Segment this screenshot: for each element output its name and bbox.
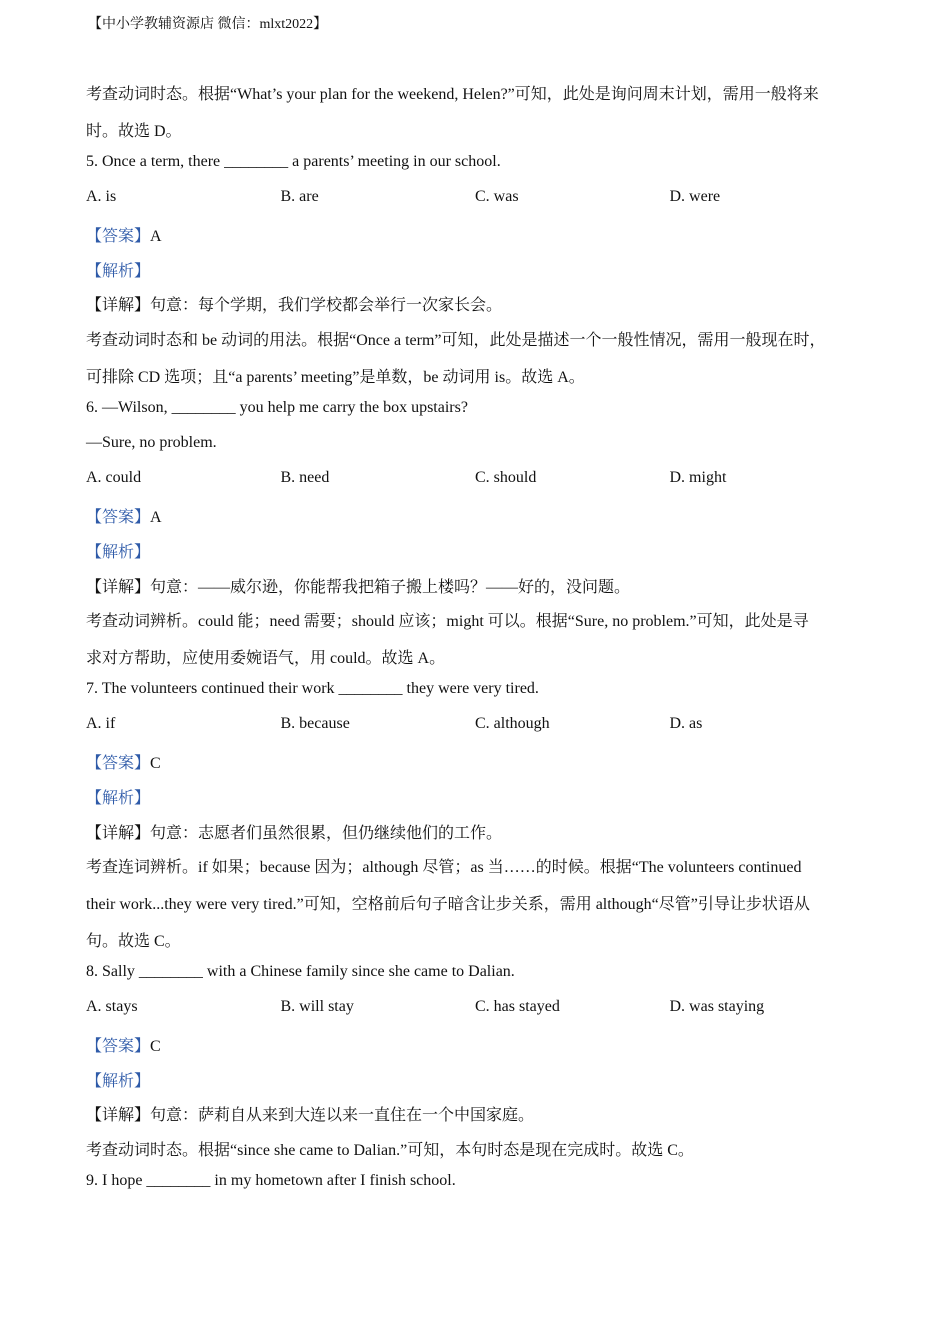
- analysis-tag: 【解析】: [86, 263, 151, 280]
- option-c: C. has stayed: [475, 998, 560, 1015]
- detail-line: 【详解】句意：萨莉自从来到大连以来一直住在一个中国家庭。: [86, 1107, 535, 1124]
- explanation-line: 求对方帮助，应使用委婉语气，用 could。故选 A。: [86, 650, 446, 667]
- explanation-line: 考查动词辨析。could 能；need 需要；should 应该；might 可以。根据“Sure, no problem.”可知，此处是寻: [86, 613, 809, 630]
- question-8-stem: 8. Sally ________ with a Chinese family since she came to Dalian.: [86, 963, 515, 980]
- answer-tag: 【答案】: [86, 509, 151, 526]
- detail-line: 【详解】句意：——威尔逊，你能帮我把箱子搬上楼吗？——好的，没问题。: [86, 579, 631, 596]
- question-7-stem: 7. The volunteers continued their work ________ they were very tired.: [86, 680, 539, 697]
- question-5-options: [86, 188, 866, 206]
- option-c: C. should: [475, 469, 537, 486]
- question-5-stem: 5. Once a term, there ________ a parents’ meeting in our school.: [86, 153, 501, 170]
- analysis-tag: 【解析】: [86, 544, 151, 561]
- option-d: D. as: [669, 715, 703, 732]
- option-a: A. stays: [86, 998, 138, 1015]
- answer-tag: 【答案】: [86, 755, 151, 772]
- explanation-line: their work...they were very tired.”可知，空格前后句子暗含让步关系，需用 although“尽管”引导让步状语从: [86, 896, 810, 913]
- option-b: B. need: [280, 469, 330, 486]
- option-c: C. was: [475, 188, 519, 205]
- question-8-options: [86, 998, 866, 1016]
- explanation-line: 考查连词辨析。if 如果；because 因为；although 尽管；as 当……的时候。根据“The volunteers continued: [86, 859, 802, 876]
- explanation-line: 可排除 CD 选项；且“a parents’ meeting”是单数，be 动词用 is。故选 A。: [86, 369, 585, 386]
- answer-value: C: [150, 755, 161, 772]
- answer-tag: 【答案】: [86, 1038, 151, 1055]
- answer-line: [86, 750, 161, 773]
- analysis-tag: 【解析】: [86, 1073, 151, 1090]
- explanation-line: 句。故选 C。: [86, 933, 181, 950]
- analysis-line: 考查动词时态。根据“What’s your plan for the weekend, Helen?”可知，此处是询问周末计划，需用一般将来: [86, 86, 819, 103]
- answer-line: [86, 223, 162, 246]
- answer-value: C: [150, 1038, 161, 1055]
- question-6-stem: 6. —Wilson, ________ you help me carry the box upstairs?: [86, 399, 468, 416]
- option-d: D. were: [669, 188, 721, 205]
- answer-tag: 【答案】: [86, 228, 151, 245]
- answer-value: A: [150, 228, 162, 245]
- option-b: B. because: [280, 715, 350, 732]
- answer-line: [86, 1033, 161, 1056]
- analysis-line: 时。故选 D。: [86, 123, 182, 140]
- explanation-line: 考查动词时态。根据“since she came to Dalian.”可知，本句时态是现在完成时。故选 C。: [86, 1142, 694, 1159]
- explanation-line: 考查动词时态和 be 动词的用法。根据“Once a term”可知，此处是描述一个一般性情况，需用一般现在时，: [86, 332, 826, 349]
- answer-value: A: [150, 509, 162, 526]
- option-d: D. was staying: [669, 998, 765, 1015]
- question-6-reply: —Sure, no problem.: [86, 434, 217, 451]
- option-d: D. might: [669, 469, 727, 486]
- watermark-header: 【中小学教辅资源店 微信：mlxt2022】: [88, 17, 328, 32]
- detail-line: 【详解】句意：志愿者们虽然很累，但仍继续他们的工作。: [86, 825, 503, 842]
- option-b: B. will stay: [280, 998, 354, 1015]
- option-b: B. are: [280, 188, 319, 205]
- detail-line: 【详解】句意：每个学期，我们学校都会举行一次家长会。: [86, 297, 503, 314]
- question-9-stem: 9. I hope ________ in my hometown after I finish school.: [86, 1172, 456, 1189]
- question-7-options: [86, 715, 866, 733]
- question-6-options: [86, 469, 866, 487]
- option-a: A. could: [86, 469, 142, 486]
- analysis-tag: 【解析】: [86, 790, 151, 807]
- option-a: A. is: [86, 188, 117, 205]
- option-c: C. although: [475, 715, 550, 732]
- option-a: A. if: [86, 715, 116, 732]
- answer-line: [86, 504, 162, 527]
